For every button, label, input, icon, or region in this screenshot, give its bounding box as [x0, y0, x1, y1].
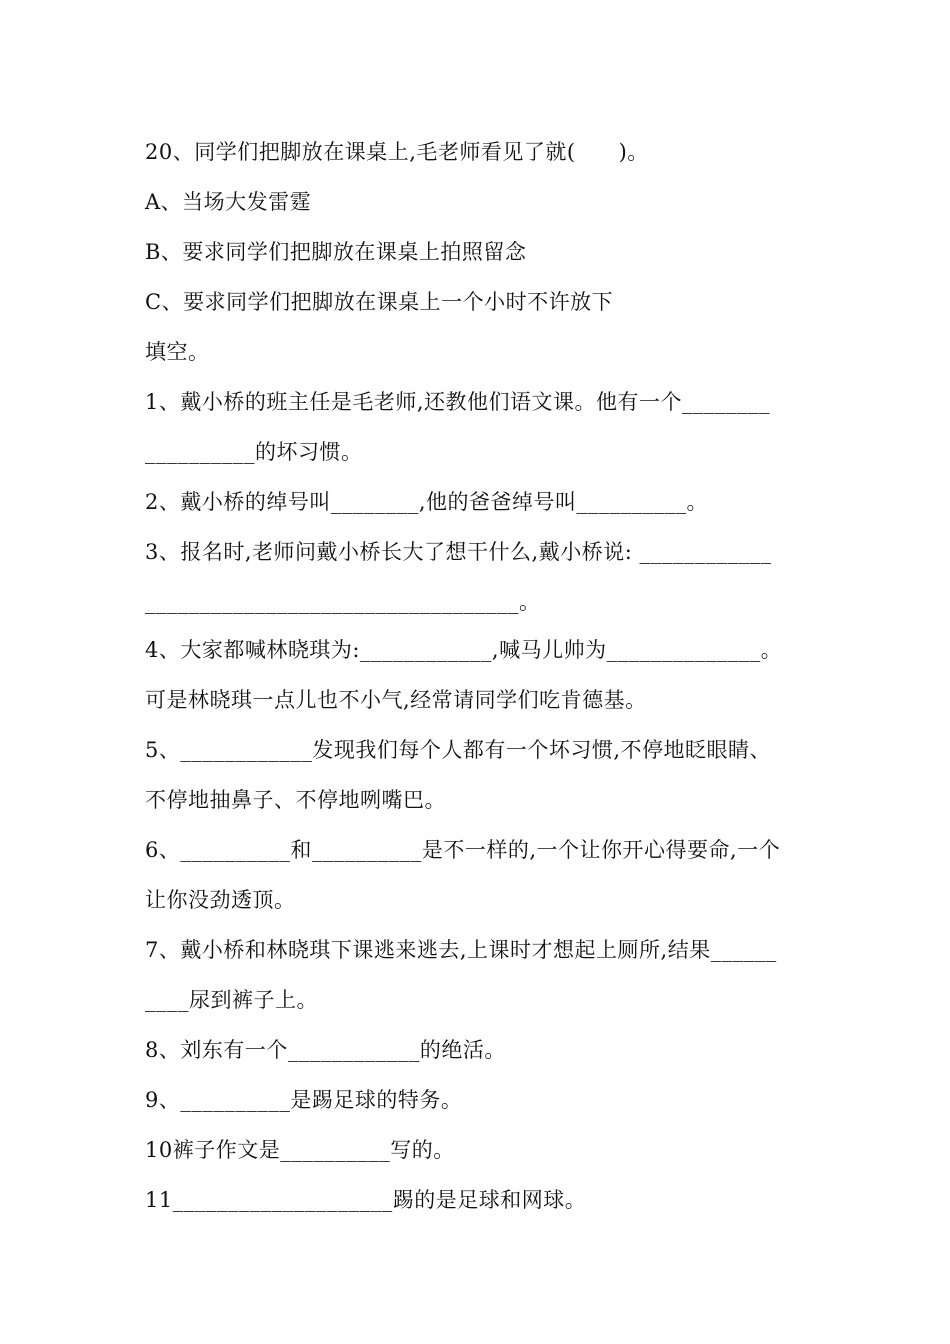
fill-question-6-cont: 让你没劲透顶。 — [145, 888, 296, 912]
fill-question-7-cont: ____尿到裤子上。 — [145, 988, 318, 1012]
fill-question-4-cont: 可是林晓琪一点儿也不小气,经常请同学们吃肯德基。 — [145, 688, 647, 712]
option-c: C、要求同学们把脚放在课桌上一个小时不许放下 — [145, 290, 614, 314]
fill-question-4: 4、大家都喊林晓琪为:____________,喊马儿帅为______________。 — [145, 638, 783, 662]
option-a: A、当场大发雷霆 — [145, 190, 312, 214]
fill-question-5: 5、____________发现我们每个人都有一个坏习惯,不停地眨眼睛、 — [145, 738, 772, 762]
fill-question-2: 2、戴小桥的绰号叫________,他的爸爸绰号叫__________。 — [145, 490, 709, 514]
fill-question-10: 10裤子作文是__________写的。 — [145, 1138, 455, 1162]
question-20: 20、同学们把脚放在课桌上,毛老师看见了就( )。 — [145, 140, 649, 164]
fill-question-1-cont: __________的坏习惯。 — [145, 440, 363, 464]
fill-question-11: 11____________________踢的是足球和网球。 — [145, 1188, 587, 1212]
fill-question-8: 8、刘东有一个____________的绝活。 — [145, 1038, 506, 1062]
fill-question-3-cont: __________________________________。 — [145, 590, 541, 614]
fill-question-9: 9、__________是踢足球的特务。 — [145, 1088, 463, 1112]
fill-question-6: 6、__________和__________是不一样的,一个让你开心得要命,一个 — [145, 838, 781, 862]
fill-question-3: 3、报名时,老师问戴小桥长大了想干什么,戴小桥说: ____________ — [145, 540, 772, 564]
fill-question-7: 7、戴小桥和林晓琪下课逃来逃去,上课时才想起上厕所,结果______ — [145, 938, 777, 962]
fill-question-5-cont: 不停地抽鼻子、不停地咧嘴巴。 — [145, 788, 446, 812]
fill-question-1: 1、戴小桥的班主任是毛老师,还教他们语文课。他有一个________ — [145, 390, 771, 414]
option-b: B、要求同学们把脚放在课桌上拍照留念 — [145, 240, 527, 264]
section-heading-fill-in: 填空。 — [145, 340, 210, 364]
